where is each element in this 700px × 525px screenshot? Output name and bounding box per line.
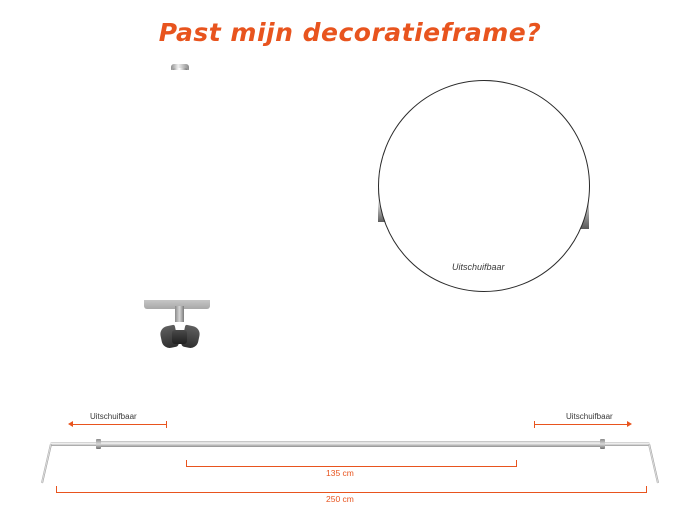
rod-joint-left <box>96 439 101 449</box>
length-min-tick-left <box>186 460 187 467</box>
detail-extendable-label: Uitschuifbaar <box>452 262 505 272</box>
length-max-dim-line <box>56 492 646 493</box>
length-min-tick-right <box>516 460 517 467</box>
rod-extendable-left-line <box>72 424 166 425</box>
rod-extension-right <box>600 442 650 446</box>
length-max-tick-left <box>56 486 57 493</box>
page-title: Past mijn decoratieframe? <box>158 18 542 47</box>
clamp-wing-center <box>172 330 187 344</box>
length-max-label: 250 cm <box>326 494 354 504</box>
rod-extendable-right-arrow <box>627 421 632 427</box>
rod-joint-right <box>600 439 605 449</box>
rod-extension-left <box>50 442 100 446</box>
detail-circle-outline <box>378 80 590 292</box>
length-max-tick-right <box>646 486 647 493</box>
circle-mask-left <box>0 70 378 300</box>
length-min-dim-line <box>186 466 516 467</box>
rod-main-tube <box>96 441 604 447</box>
length-min-label: 135 cm <box>326 468 354 478</box>
rod-extendable-left-tick <box>166 421 167 428</box>
rod-extendable-left-arrow <box>68 421 73 427</box>
rod-extendable-right-line <box>534 424 628 425</box>
rod-leg-right <box>648 444 659 483</box>
clamp-knob-stem <box>175 306 184 322</box>
rod-extendable-right-tick <box>534 421 535 428</box>
rod-extendable-right-label: Uitschuifbaar <box>566 412 613 421</box>
circle-mask-right <box>589 70 700 300</box>
rod-extendable-left-label: Uitschuifbaar <box>90 412 137 421</box>
rod-leg-left <box>41 444 52 483</box>
